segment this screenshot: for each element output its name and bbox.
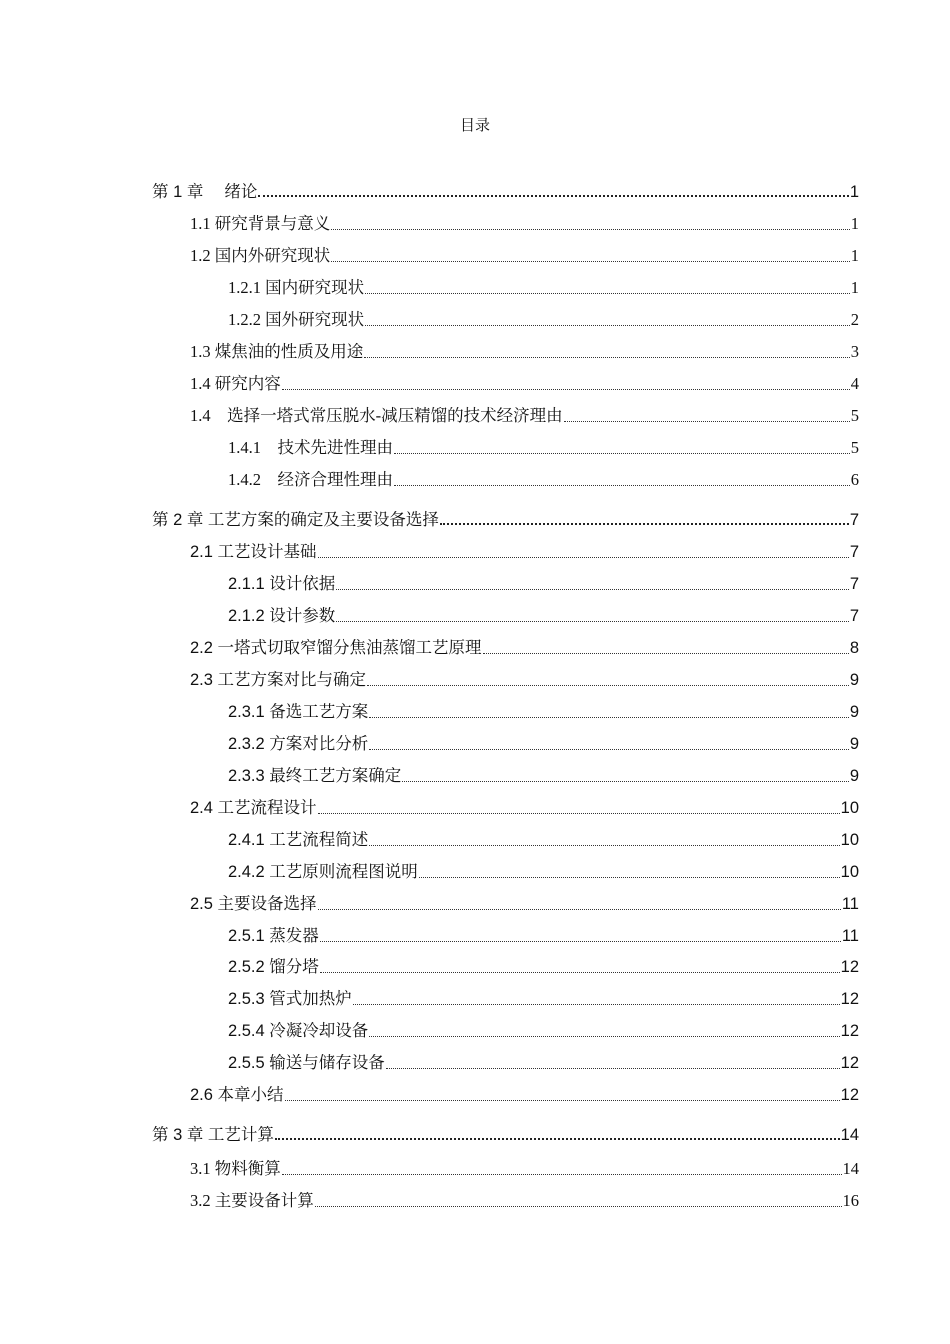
toc-entry-label: 3.1 物料衡算 xyxy=(190,1159,281,1178)
toc-entry-page-number: 7 xyxy=(849,607,859,625)
dot-leader xyxy=(564,421,850,422)
toc-entry[interactable] xyxy=(228,762,859,786)
dot-leader xyxy=(282,1174,842,1175)
dot-leader xyxy=(369,749,849,750)
toc-entry-label: 2.5 主要设备选择 xyxy=(190,895,317,913)
toc-entry-label: 2.6 本章小结 xyxy=(190,1086,284,1104)
toc-entry-label: 2.5.1 蒸发器 xyxy=(228,927,319,945)
toc-entry-label: 第 1 章 绪论 xyxy=(152,183,258,201)
toc-entry[interactable] xyxy=(190,1081,859,1105)
toc-entry[interactable] xyxy=(190,242,859,266)
toc-entry-page-number: 5 xyxy=(850,438,859,457)
dot-leader xyxy=(440,523,849,525)
dot-leader xyxy=(336,589,849,590)
dot-leader xyxy=(365,293,850,294)
dot-leader xyxy=(285,1100,840,1101)
toc-entry-page-number: 10 xyxy=(840,799,859,817)
dot-leader xyxy=(365,325,850,326)
dot-leader xyxy=(331,229,850,230)
toc-entry[interactable] xyxy=(228,306,859,330)
toc-entry-page-number: 16 xyxy=(842,1191,859,1210)
toc-entry-label: 3.2 主要设备计算 xyxy=(190,1191,314,1210)
dot-leader xyxy=(483,653,849,654)
toc-entry[interactable] xyxy=(228,858,859,882)
toc-entry[interactable] xyxy=(228,826,859,850)
dot-leader xyxy=(320,972,840,973)
toc-entry-label: 1.4 研究内容 xyxy=(190,374,281,393)
toc-entry[interactable] xyxy=(190,538,859,562)
toc-entry[interactable] xyxy=(228,466,859,490)
toc-entry-label: 2.5.5 输送与储存设备 xyxy=(228,1054,385,1072)
dot-leader xyxy=(318,557,849,558)
dot-leader xyxy=(353,1004,840,1005)
toc-entry-label: 第 2 章 工艺方案的确定及主要设备选择 xyxy=(152,511,439,529)
toc-entry-label: 2.5.2 馏分塔 xyxy=(228,958,319,976)
toc-entry[interactable] xyxy=(190,370,859,394)
toc-entry-label: 2.1.2 设计参数 xyxy=(228,607,336,625)
toc-entry-page-number: 4 xyxy=(850,374,859,393)
toc-entry-page-number: 12 xyxy=(840,1054,859,1072)
toc-entry[interactable] xyxy=(190,1155,859,1179)
toc-entry-page-number: 2 xyxy=(850,310,859,329)
toc-entry[interactable] xyxy=(228,434,859,458)
toc-entry[interactable] xyxy=(228,953,859,977)
toc-entry[interactable] xyxy=(190,634,859,658)
toc-entry[interactable] xyxy=(228,985,859,1009)
toc-entry[interactable] xyxy=(228,730,859,754)
dot-leader xyxy=(386,1068,840,1069)
dot-leader xyxy=(369,717,849,718)
dot-leader xyxy=(318,909,841,910)
toc-entry[interactable] xyxy=(190,210,859,234)
toc-entry-page-number: 1 xyxy=(850,214,859,233)
toc-entry[interactable] xyxy=(228,922,859,946)
dot-leader xyxy=(275,1138,840,1140)
toc-chapter-entry[interactable] xyxy=(152,1121,859,1145)
toc-entry-page-number: 7 xyxy=(849,543,859,561)
toc-entry-label: 1.2 国内外研究现状 xyxy=(190,246,331,265)
toc-entry[interactable] xyxy=(190,338,859,362)
toc-entry-label: 1.4.2 经济合理性理由 xyxy=(228,470,393,489)
toc-entry-label: 2.4 工艺流程设计 xyxy=(190,799,317,817)
dot-leader xyxy=(320,941,841,942)
toc-entry-label: 1.2.1 国内研究现状 xyxy=(228,278,365,297)
toc-entry-page-number: 1 xyxy=(849,183,859,201)
toc-title: 目录 xyxy=(459,118,490,134)
toc-chapter-entry[interactable] xyxy=(152,506,859,530)
toc-entry-label: 2.3.3 最终工艺方案确定 xyxy=(228,767,402,785)
toc-entry-page-number: 11 xyxy=(841,895,859,913)
toc-entry-page-number: 9 xyxy=(849,735,859,753)
toc-entry-label: 2.5.4 冷凝冷却设备 xyxy=(228,1022,369,1040)
toc-entry-page-number: 14 xyxy=(842,1159,859,1178)
dot-leader xyxy=(282,389,850,390)
dot-leader xyxy=(258,195,848,197)
toc-entry-label: 1.2.2 国外研究现状 xyxy=(228,310,365,329)
toc-entry-page-number: 7 xyxy=(849,511,859,529)
toc-entry-page-number: 6 xyxy=(850,470,859,489)
toc-entry-page-number: 10 xyxy=(840,831,859,849)
toc-entry-page-number: 10 xyxy=(840,863,859,881)
toc-entry[interactable] xyxy=(228,698,859,722)
toc-entry-label: 2.1.1 设计依据 xyxy=(228,575,336,593)
toc-entry-label: 1.4.1 技术先进性理由 xyxy=(228,438,393,457)
toc-entry-label: 2.5.3 管式加热炉 xyxy=(228,990,352,1008)
toc-entry[interactable] xyxy=(228,602,859,626)
toc-entry-page-number: 9 xyxy=(849,767,859,785)
dot-leader xyxy=(369,845,839,846)
toc-entry-page-number: 7 xyxy=(849,575,859,593)
toc-entry-page-number: 12 xyxy=(840,1086,859,1104)
toc-entry[interactable] xyxy=(190,1187,859,1211)
toc-entry-label: 2.3.2 方案对比分析 xyxy=(228,735,369,753)
toc-entry-label: 1.4 选择一塔式常压脱水-减压精馏的技术经济理由 xyxy=(190,406,563,425)
dot-leader xyxy=(402,781,849,782)
toc-entry-label: 2.1 工艺设计基础 xyxy=(190,543,317,561)
toc-entry-label: 第 3 章 工艺计算 xyxy=(152,1126,274,1144)
dot-leader xyxy=(394,453,850,454)
toc-entry-page-number: 12 xyxy=(840,1022,859,1040)
toc-entry-page-number: 9 xyxy=(849,671,859,689)
toc-entry-page-number: 1 xyxy=(850,246,859,265)
dot-leader xyxy=(419,877,840,878)
toc-entry-label: 2.2 一塔式切取窄馏分焦油蒸馏工艺原理 xyxy=(190,639,482,657)
toc-entry-page-number: 1 xyxy=(850,278,859,297)
toc-entry-label: 2.3 工艺方案对比与确定 xyxy=(190,671,367,689)
toc-entry[interactable] xyxy=(228,1049,859,1073)
toc-entry-label: 2.3.1 备选工艺方案 xyxy=(228,703,369,721)
toc-entry[interactable] xyxy=(228,1017,859,1041)
dot-leader xyxy=(364,357,850,358)
toc-chapter-entry[interactable] xyxy=(152,178,859,202)
dot-leader xyxy=(331,261,850,262)
toc-entry[interactable] xyxy=(228,274,859,298)
toc-entry-page-number: 9 xyxy=(849,703,859,721)
toc-entry[interactable] xyxy=(190,890,859,914)
dot-leader xyxy=(367,685,849,686)
toc-entry-page-number: 8 xyxy=(849,639,859,657)
toc-entry-page-number: 11 xyxy=(841,927,859,945)
toc-entry-label: 2.4.2 工艺原则流程图说明 xyxy=(228,863,418,881)
dot-leader xyxy=(394,485,850,486)
toc-entry-page-number: 12 xyxy=(840,958,859,976)
toc-entry-page-number: 14 xyxy=(840,1126,859,1144)
toc-entry[interactable] xyxy=(190,794,859,818)
toc-entry-page-number: 5 xyxy=(850,406,859,425)
toc-entry-page-number: 12 xyxy=(840,990,859,1008)
toc-entry-label: 1.1 研究背景与意义 xyxy=(190,214,331,233)
dot-leader xyxy=(318,813,840,814)
toc-entry[interactable] xyxy=(190,402,859,426)
dot-leader xyxy=(369,1036,839,1037)
dot-leader xyxy=(336,621,849,622)
toc-entry-label: 2.4.1 工艺流程简述 xyxy=(228,831,369,849)
toc-entry-label: 1.3 煤焦油的性质及用途 xyxy=(190,342,364,361)
toc-entry-page-number: 3 xyxy=(850,342,859,361)
toc-entry[interactable] xyxy=(228,570,859,594)
dot-leader xyxy=(315,1206,842,1207)
toc-entry[interactable] xyxy=(190,666,859,690)
